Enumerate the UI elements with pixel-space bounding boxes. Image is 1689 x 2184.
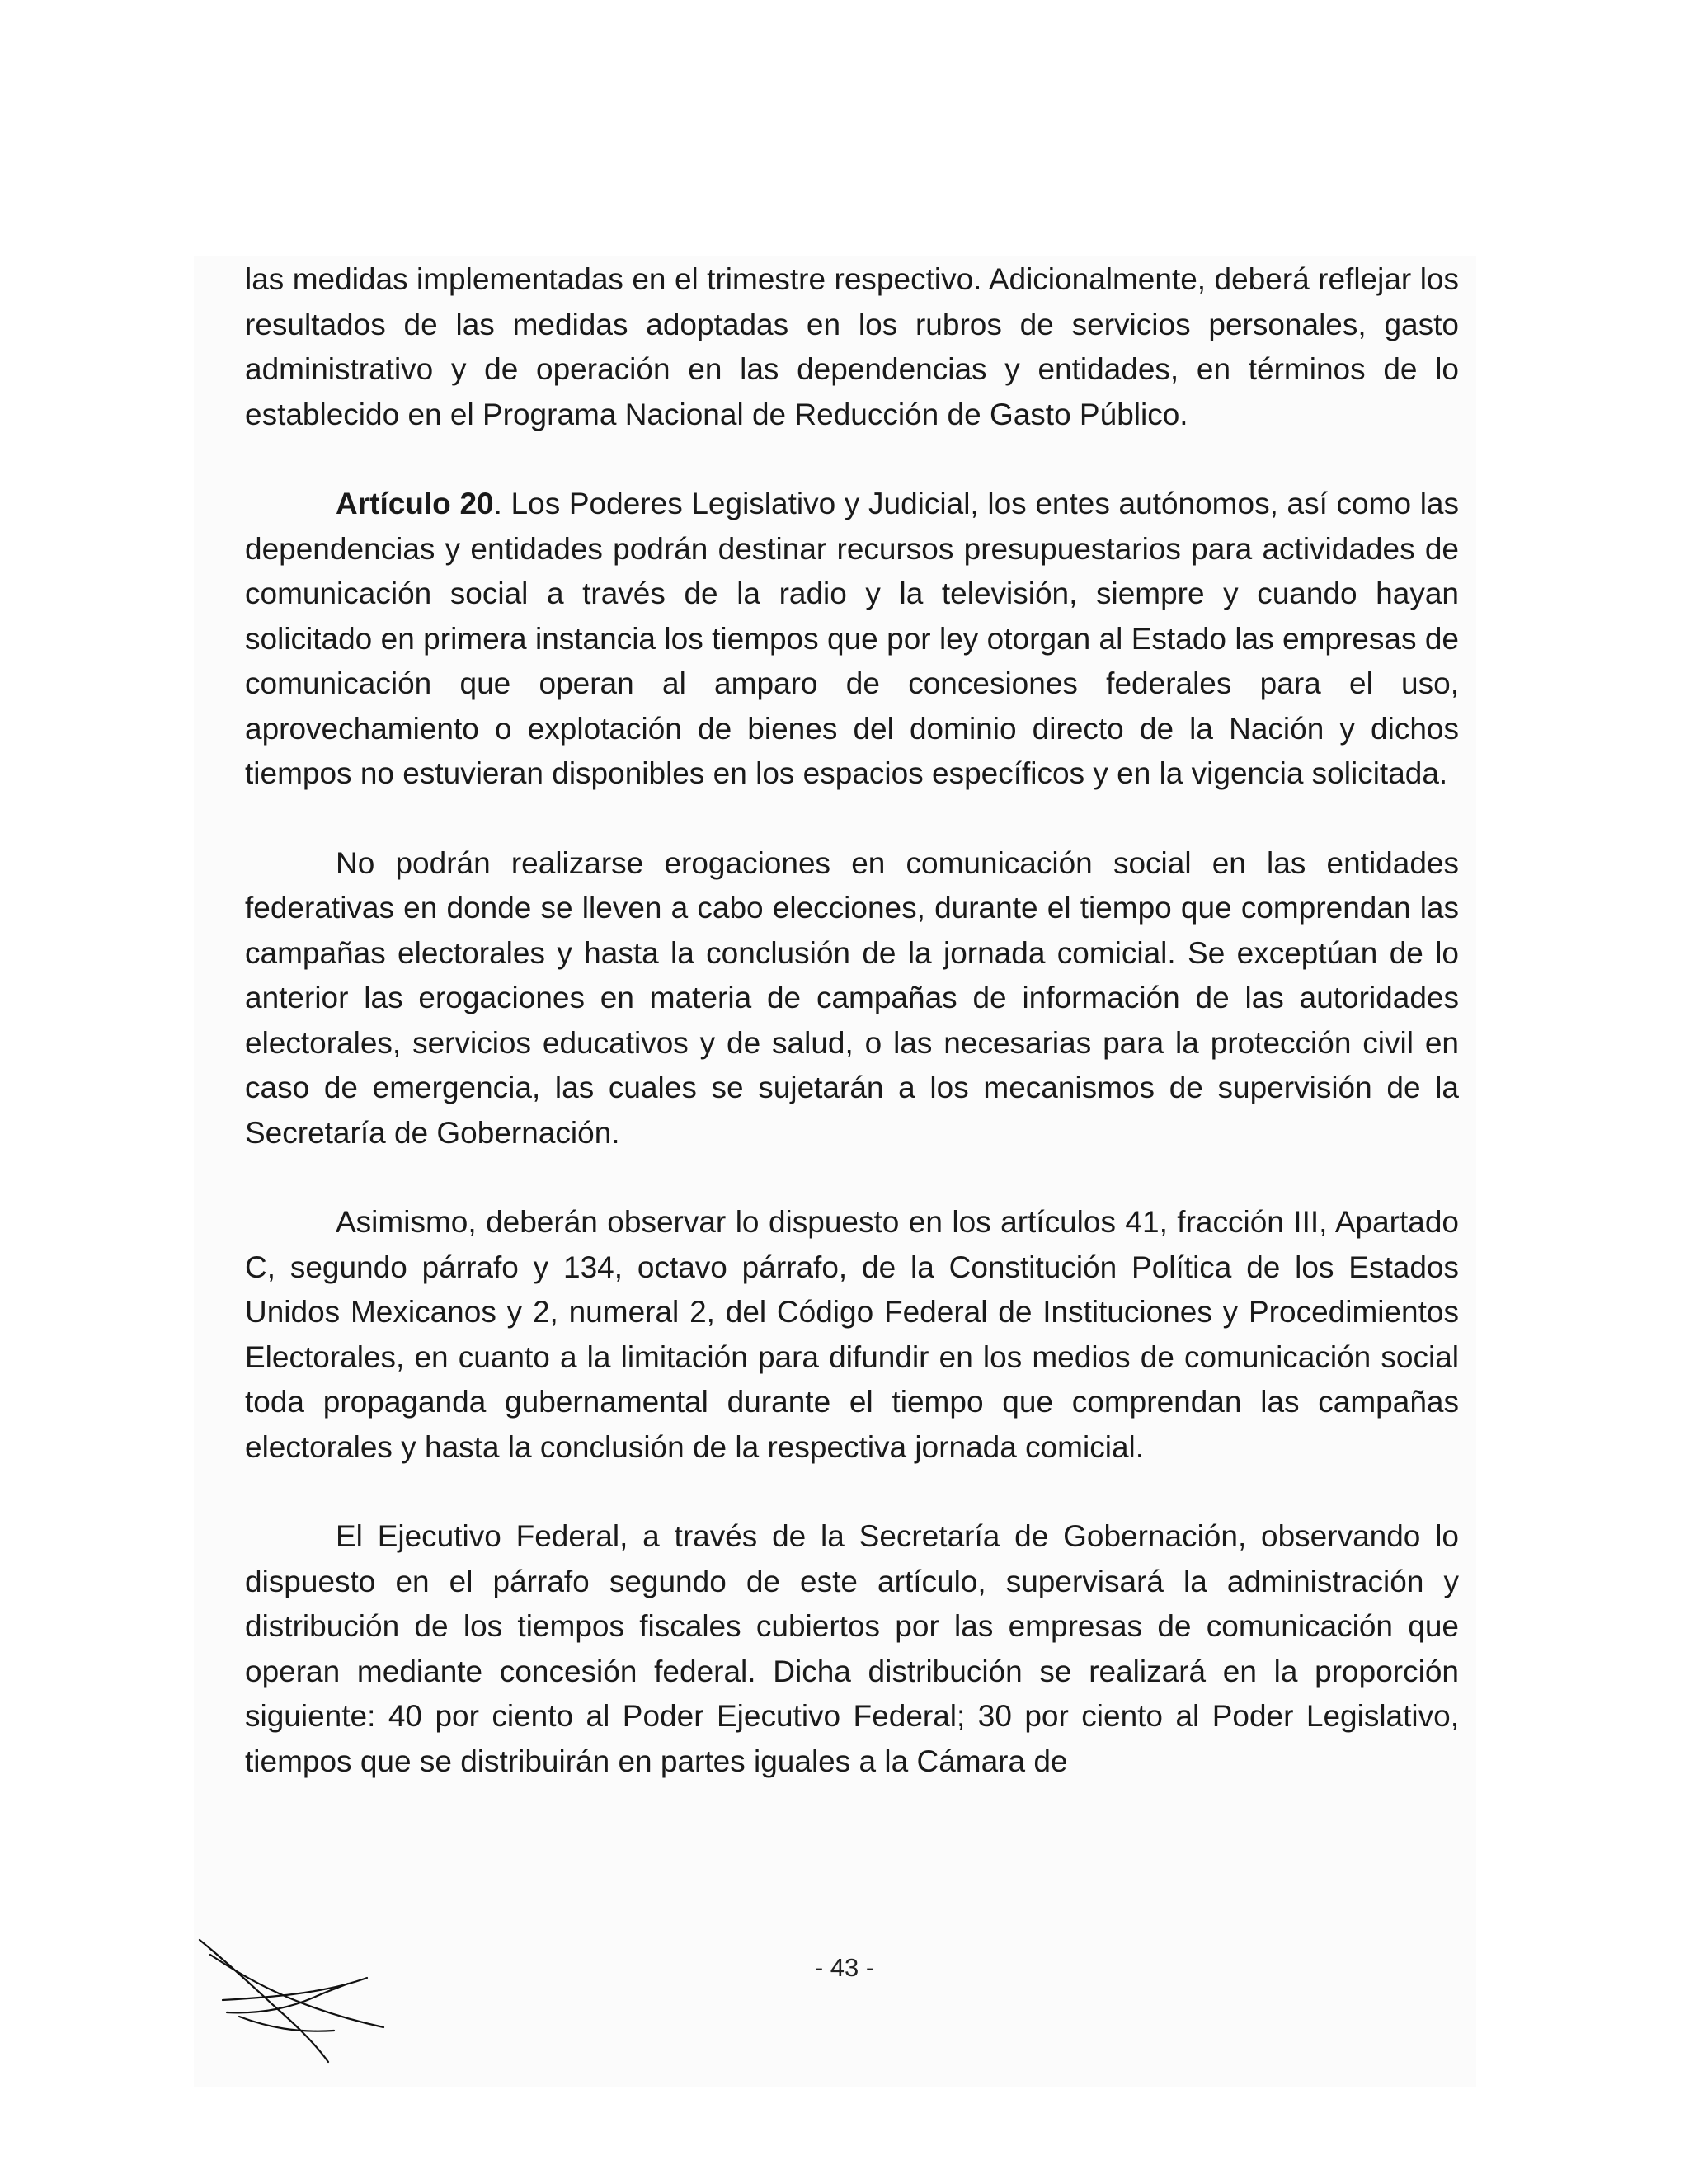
article-20-heading: Artículo 20 bbox=[336, 487, 494, 520]
document-body bbox=[245, 257, 1459, 1784]
paragraph-erogaciones: No podrán realizarse erogaciones en comunicación social en las entidades federativas en donde se lleven a cabo elecciones, durante el tiempo que comprendan las campañas electorales y hasta la conclusión de la jornada comicial. Se exceptúan de lo anterior las erogaciones en materia de campañas de información de las autoridades electorales, servicios educativos y de salud, o las necesarias para la protección civil en caso de emergencia, las cuales se sujetarán a los mecanismos de supervisión de la Secretaría de Gobernación. bbox=[245, 845, 1459, 1150]
paragraph-continuation: las medidas implementadas en el trimestre respectivo. Adicionalmente, deberá reflejar los resultados de las medidas adoptadas en los rubros de servicios personales, gasto administrativo y de operación en las dependencias y entidades, en términos de lo establecido en el Programa Nacional de Reducción de Gasto Público. bbox=[245, 262, 1459, 431]
paragraph-asimismo: Asimismo, deberán observar lo dispuesto en los artículos 41, fracción III, Apartado C, segundo párrafo y 134, octavo párrafo, de la Constitución Política de los Estados Unidos Mexicanos y 2, numeral 2, del Código Federal de Instituciones y Procedimientos Electorales, en cuanto a la limitación para difundir en los medios de comunicación social toda propaganda gubernamental durante el tiempo que comprendan las campañas electorales y hasta la conclusión de la respectiva jornada comicial. bbox=[245, 1205, 1459, 1464]
page-number: - 43 - bbox=[814, 1953, 875, 1982]
paragraph-ejecutivo-federal: El Ejecutivo Federal, a través de la Secretaría de Gobernación, observando lo dispuesto en el párrafo segundo de este artículo, supervisará la administración y distribución de los tiempos fiscales cubiertos por las empresas de comunicación que operan mediante concesión federal. Dicha distribución se realizará en la proporción siguiente: 40 por ciento al Poder Ejecutivo Federal; 30 por ciento al Poder Legislativo, tiempos que se distribuirán en partes iguales a la Cámara de bbox=[245, 1519, 1459, 1778]
article-20-text: . Los Poderes Legislativo y Judicial, los entes autónomos, así como las dependencias y entidades podrán destinar recursos presupuestarios para actividades de comunicación social a través de la radio y la televisión, siempre y cuando hayan solicitado en primera instancia los tiempos que por ley otorgan al Estado las empresas de comunicación que operan al amparo de concesiones federales para el uso, aprovechamiento o explotación de bienes del dominio directo de la Nación y dichos tiempos no estuvieran disponibles en los espacios específicos y en la vigencia solicitada. bbox=[245, 487, 1459, 790]
handwritten-signature bbox=[190, 1922, 388, 2078]
article-20-paragraph bbox=[245, 482, 1459, 797]
